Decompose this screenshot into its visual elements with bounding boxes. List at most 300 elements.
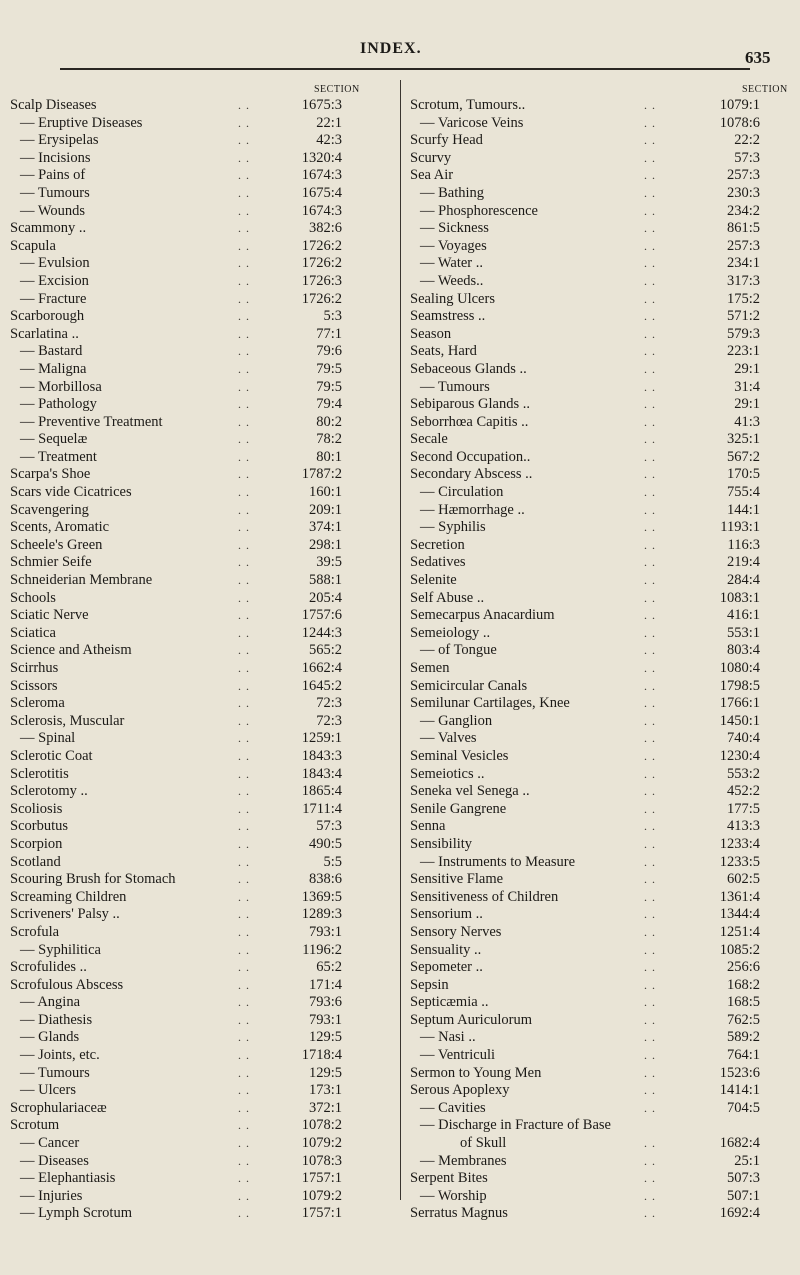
running-title: INDEX.	[360, 40, 422, 57]
leader-dots: ..	[238, 1100, 254, 1115]
index-entry	[0, 836, 400, 854]
entry-section-ref: 1843:4	[301, 765, 342, 782]
leader-dots: ..	[238, 1083, 254, 1098]
entry-term: Seamstress ..	[410, 308, 486, 325]
index-entry	[0, 959, 400, 977]
entry-section-ref: 507:1	[726, 1187, 760, 1204]
entry-section-ref: 1726:2	[301, 255, 342, 272]
entry-section-ref: 1726:2	[301, 237, 342, 254]
leader-dots: ..	[238, 995, 254, 1010]
entry-section-ref: 1766:1	[719, 695, 760, 712]
index-entry	[0, 906, 400, 924]
index-entry	[400, 748, 800, 766]
entry-section-ref: 5:5	[323, 853, 342, 870]
leader-dots: ..	[644, 344, 660, 359]
index-entry	[400, 977, 800, 995]
entry-section-ref: 257:3	[726, 237, 760, 254]
entry-term: Sepsin	[410, 976, 449, 993]
entry-section-ref: 223:1	[726, 343, 760, 360]
leader-dots: ..	[644, 1012, 660, 1027]
leader-dots: ..	[644, 185, 660, 200]
entry-section-ref: 1718:4	[301, 1047, 342, 1064]
entry-term: Scheele's Green	[10, 536, 103, 553]
leader-dots: ..	[644, 238, 660, 253]
entry-section-ref: 177:5	[726, 800, 760, 817]
entry-section-ref: 1757:1	[301, 1205, 342, 1222]
entry-term: — Syphilitica	[20, 941, 101, 958]
index-entry	[400, 115, 800, 133]
index-entry	[400, 220, 800, 238]
index-entry	[0, 379, 400, 397]
entry-term: Scrotum, Tumours..	[410, 97, 526, 113]
leader-dots: ..	[238, 819, 254, 834]
index-entry	[0, 660, 400, 678]
entry-term: — Ganglion	[420, 712, 493, 729]
leader-dots: ..	[644, 678, 660, 693]
entry-term: — Tumours	[20, 1064, 90, 1081]
entry-term: Sensitiveness of Children	[410, 888, 559, 905]
leader-dots: ..	[644, 1171, 660, 1186]
index-entry	[0, 150, 400, 168]
entry-section-ref: 1230:4	[719, 747, 760, 764]
entry-section-ref: 257:3	[726, 167, 760, 184]
entry-section-ref: 553:2	[726, 765, 760, 782]
entry-section-ref: 382:6	[308, 220, 342, 237]
entry-section-ref: 565:2	[308, 642, 342, 659]
index-entry	[400, 1082, 800, 1100]
entry-term: Season	[410, 325, 452, 342]
entry-term: of Skull	[460, 1135, 507, 1152]
entry-term: — Varicose Veins	[420, 114, 524, 131]
index-entry	[0, 220, 400, 238]
leader-dots: ..	[644, 1136, 660, 1151]
index-entry	[400, 1188, 800, 1206]
index-entry	[0, 484, 400, 502]
entry-term: — Joints, etc.	[20, 1047, 100, 1064]
entry-section-ref: 1196:2	[302, 941, 342, 958]
index-entry	[400, 343, 800, 361]
index-entry	[400, 889, 800, 907]
entry-section-ref: 1078:3	[301, 1152, 342, 1169]
leader-dots: ..	[644, 168, 660, 183]
leader-dots: ..	[644, 1153, 660, 1168]
entry-section-ref: 1320:4	[301, 149, 342, 166]
leader-dots: ..	[644, 150, 660, 165]
entry-term: Sermon to Young Men	[410, 1064, 542, 1081]
entry-section-ref: 31:4	[734, 378, 760, 395]
index-entry	[0, 185, 400, 203]
entry-term: Semecarpus Anacardium	[410, 607, 555, 624]
entry-term: — Glands	[20, 1029, 80, 1046]
entry-term: Seminal Vesicles	[410, 747, 509, 764]
entry-term: — Cavities	[420, 1099, 486, 1116]
leader-dots: ..	[644, 748, 660, 763]
index-entry	[400, 783, 800, 801]
entry-section-ref: 80:2	[316, 413, 342, 430]
entry-section-ref: 1083:1	[719, 589, 760, 606]
entry-section-ref: 1369:5	[301, 888, 342, 905]
index-entry	[400, 836, 800, 854]
leader-dots: ..	[644, 573, 660, 588]
leader-dots: ..	[238, 1153, 254, 1168]
entry-term: Scarlatina ..	[10, 325, 79, 342]
index-entry	[0, 783, 400, 801]
leader-dots: ..	[238, 502, 254, 517]
index-entry	[0, 291, 400, 309]
entry-term: Sensory Nerves	[410, 923, 502, 940]
entry-section-ref: 490:5	[308, 835, 342, 852]
entry-term: Scammony ..	[10, 220, 87, 237]
entry-term: — Sickness	[420, 220, 489, 237]
entry-section-ref: 803:4	[726, 642, 760, 659]
entry-term: Serratus Magnus	[410, 1205, 508, 1222]
entry-section-ref: 579:3	[726, 325, 760, 342]
leader-dots: ..	[238, 784, 254, 799]
entry-term: Septicæmia ..	[410, 994, 489, 1011]
leader-dots: ..	[644, 1083, 660, 1098]
entry-section-ref: 160:1	[308, 484, 342, 501]
entry-term: Scoliosis	[10, 800, 63, 817]
index-entry	[0, 203, 400, 221]
leader-dots: ..	[238, 1206, 254, 1221]
entry-section-ref: 1662:4	[301, 660, 342, 676]
entry-term: Second Occupation..	[410, 448, 531, 465]
entry-term: — Pains of	[20, 167, 86, 184]
entry-term: — Spinal	[20, 730, 76, 747]
index-entry	[0, 766, 400, 784]
leader-dots: ..	[644, 625, 660, 640]
entry-section-ref: 79:5	[316, 378, 342, 395]
entry-section-ref: 793:1	[308, 923, 342, 940]
leader-dots: ..	[644, 731, 660, 746]
entry-term: — Bathing	[420, 184, 485, 201]
entry-section-ref: 589:2	[726, 1029, 760, 1046]
leader-dots: ..	[238, 344, 254, 359]
leader-dots: ..	[238, 1136, 254, 1151]
index-entry	[0, 607, 400, 625]
entry-section-ref: 79:5	[316, 360, 342, 377]
entry-term: Seats, Hard	[410, 343, 477, 360]
entry-term: — Fracture	[20, 290, 87, 307]
entry-section-ref: 171:4	[308, 976, 342, 993]
leader-dots: ..	[644, 379, 660, 394]
entry-term: — Discharge in Fracture of Base	[420, 1117, 611, 1134]
index-entry	[400, 924, 800, 942]
leader-dots: ..	[644, 643, 660, 658]
index-entry	[400, 1117, 800, 1135]
entry-section-ref: 129:5	[308, 1064, 342, 1081]
entry-term: — Wounds	[20, 202, 86, 219]
entry-term: Sclerotitis	[10, 765, 69, 782]
entry-term: — Instruments to Measure	[420, 853, 576, 870]
entry-section-ref: 416:1	[726, 607, 760, 624]
index-entry	[400, 1029, 800, 1047]
leader-dots: ..	[644, 872, 660, 887]
entry-section-ref: 755:4	[726, 484, 760, 501]
entry-section-ref: 298:1	[308, 536, 342, 553]
index-entry	[400, 678, 800, 696]
leader-dots: ..	[644, 98, 660, 112]
entry-term: Sclerotic Coat	[10, 747, 93, 764]
entry-term: Secale	[410, 431, 448, 448]
leader-dots: ..	[644, 133, 660, 148]
entry-section-ref: 170:5	[726, 466, 760, 483]
leader-dots: ..	[238, 713, 254, 728]
leader-dots: ..	[238, 133, 254, 148]
leader-dots: ..	[238, 537, 254, 552]
entry-section-ref: 793:1	[308, 1011, 342, 1028]
index-entry	[400, 1065, 800, 1083]
leader-dots: ..	[238, 432, 254, 447]
leader-dots: ..	[238, 309, 254, 324]
leader-dots: ..	[238, 555, 254, 570]
entry-section-ref: 1787:2	[301, 466, 342, 483]
entry-term: — Excision	[20, 272, 89, 289]
entry-section-ref: 1523:6	[719, 1064, 760, 1081]
page-number: 635	[745, 48, 771, 67]
leader-dots: ..	[238, 854, 254, 869]
index-entry	[0, 343, 400, 361]
entry-section-ref: 80:1	[316, 448, 342, 465]
entry-section-ref: 1344:4	[719, 906, 760, 923]
entry-term: — Pathology	[20, 396, 97, 413]
leader-dots: ..	[238, 1065, 254, 1080]
leader-dots: ..	[644, 854, 660, 869]
entry-term: Scrofulides ..	[10, 959, 87, 976]
entry-section-ref: 1674:3	[301, 167, 342, 184]
entry-section-ref: 79:6	[316, 343, 342, 360]
leader-dots: ..	[644, 309, 660, 324]
leader-dots: ..	[644, 115, 660, 130]
leader-dots: ..	[238, 836, 254, 851]
index-entry	[0, 695, 400, 713]
leader-dots: ..	[238, 291, 254, 306]
entry-term: — Ulcers	[20, 1082, 76, 1099]
entry-term: Scars vide Cicatrices	[10, 484, 132, 501]
leader-dots: ..	[238, 115, 254, 130]
leader-dots: ..	[238, 889, 254, 904]
index-entry	[0, 889, 400, 907]
leader-dots: ..	[644, 502, 660, 517]
entry-term: Self Abuse ..	[410, 589, 485, 606]
entry-term: — Weeds..	[420, 272, 484, 289]
entry-section-ref: 1289:3	[301, 906, 342, 923]
entry-term: — Sequelæ	[20, 431, 88, 448]
entry-section-ref: 29:1	[734, 360, 760, 377]
entry-term: Sciatic Nerve	[10, 607, 89, 624]
entry-section-ref: 740:4	[726, 730, 760, 747]
index-entry	[400, 537, 800, 555]
entry-section-ref: 57:3	[316, 818, 342, 835]
index-entry	[0, 1205, 400, 1223]
index-entry	[0, 273, 400, 291]
entry-term: Scotland	[10, 853, 61, 870]
entry-term: — Hæmorrhage ..	[420, 501, 525, 518]
entry-section-ref: 553:1	[726, 624, 760, 641]
entry-term: Scriveners' Palsy ..	[10, 906, 120, 923]
entry-term: — Elephantiasis	[20, 1170, 116, 1187]
index-entry	[400, 695, 800, 713]
entry-term: Scorpion	[10, 835, 63, 852]
entry-term: Scents, Aromatic	[10, 519, 110, 536]
entry-section-ref: 234:1	[726, 255, 760, 272]
index-entry	[0, 238, 400, 256]
leader-dots: ..	[238, 960, 254, 975]
index-entry	[400, 449, 800, 467]
entry-section-ref: 41:3	[734, 413, 760, 430]
leader-dots: ..	[238, 1030, 254, 1045]
index-entry	[400, 326, 800, 344]
index-entry	[400, 730, 800, 748]
entry-section-ref: 1079:2	[301, 1187, 342, 1204]
entry-section-ref: 1361:4	[719, 888, 760, 905]
leader-dots: ..	[644, 977, 660, 992]
leader-dots: ..	[238, 203, 254, 218]
leader-dots: ..	[644, 1188, 660, 1203]
entry-term: Sensorium ..	[410, 906, 483, 923]
leader-dots: ..	[644, 203, 660, 218]
entry-section-ref: 25:1	[734, 1152, 760, 1169]
index-entry	[400, 766, 800, 784]
entry-term: Sclerotomy ..	[10, 783, 88, 800]
entry-section-ref: 1682:4	[719, 1135, 760, 1152]
index-entry	[400, 906, 800, 924]
entry-term: — Syphilis	[420, 519, 486, 536]
header-rule	[60, 68, 750, 70]
entry-section-ref: 764:1	[726, 1047, 760, 1064]
leader-dots: ..	[238, 98, 254, 112]
leader-dots: ..	[644, 889, 660, 904]
entry-term: Scirrhus	[10, 660, 59, 676]
entry-section-ref: 234:2	[726, 202, 760, 219]
entry-section-ref: 22:1	[316, 114, 342, 131]
leader-dots: ..	[238, 942, 254, 957]
index-entry	[400, 959, 800, 977]
index-entry	[0, 519, 400, 537]
entry-term: — Diathesis	[20, 1011, 93, 1028]
index-entry	[0, 924, 400, 942]
leader-dots: ..	[644, 766, 660, 781]
index-entry	[0, 977, 400, 995]
entry-term: Serous Apoplexy	[410, 1082, 510, 1099]
entry-term: Semen	[410, 660, 450, 676]
entry-section-ref: 173:1	[308, 1082, 342, 1099]
entry-section-ref: 413:3	[726, 818, 760, 835]
index-entry	[400, 1153, 800, 1171]
leader-dots: ..	[238, 731, 254, 746]
index-entry	[400, 1170, 800, 1188]
leader-dots: ..	[238, 977, 254, 992]
index-entry	[400, 660, 800, 678]
index-entry	[400, 854, 800, 872]
entry-section-ref: 65:2	[316, 959, 342, 976]
entry-section-ref: 116:3	[727, 536, 760, 553]
index-entry	[400, 1047, 800, 1065]
leader-dots: ..	[238, 168, 254, 183]
index-entry	[0, 1117, 400, 1135]
entry-section-ref: 1726:2	[301, 290, 342, 307]
leader-dots: ..	[238, 766, 254, 781]
entry-section-ref: 374:1	[308, 519, 342, 536]
page-header	[0, 40, 800, 80]
index-entry	[0, 255, 400, 273]
index-entry	[0, 167, 400, 185]
entry-term: — Tumours	[20, 184, 90, 201]
leader-dots: ..	[238, 361, 254, 376]
leader-dots: ..	[238, 748, 254, 763]
index-entry	[400, 1135, 800, 1153]
leader-dots: ..	[644, 397, 660, 412]
index-entry	[400, 379, 800, 397]
entry-term: — Angina	[20, 994, 81, 1011]
entry-term: Scouring Brush for Stomach	[10, 871, 176, 888]
leader-dots: ..	[644, 449, 660, 464]
leader-dots: ..	[644, 819, 660, 834]
entry-section-ref: 762:5	[726, 1011, 760, 1028]
entry-term: Scapula	[10, 237, 56, 254]
index-entry	[400, 1205, 800, 1223]
left-entry-list	[0, 97, 400, 1223]
index-entry	[400, 291, 800, 309]
entry-term: Screaming Children	[10, 888, 127, 905]
entry-term: — Circulation	[420, 484, 504, 501]
index-entry	[0, 642, 400, 660]
entry-term: Sea Air	[410, 167, 454, 184]
entry-term: — Lymph Scrotum	[20, 1205, 132, 1222]
leader-dots: ..	[644, 1048, 660, 1063]
leader-dots: ..	[644, 608, 660, 623]
entry-term: Serpent Bites	[410, 1170, 488, 1187]
entry-term: Semeiotics ..	[410, 765, 485, 782]
index-entry	[0, 1153, 400, 1171]
entry-term: Scurvy	[410, 149, 452, 166]
entry-term: Schools	[10, 589, 56, 606]
entry-term: — Morbillosa	[20, 378, 102, 395]
index-entry	[0, 414, 400, 432]
entry-section-ref: 704:5	[726, 1099, 760, 1116]
entry-term: — Valves	[420, 730, 477, 747]
leader-dots: ..	[238, 643, 254, 658]
index-entry	[400, 572, 800, 590]
leader-dots: ..	[644, 520, 660, 535]
entry-term: Sealing Ulcers	[410, 290, 495, 307]
entry-section-ref: 1078:6	[719, 114, 760, 131]
entry-term: Sensuality ..	[410, 941, 482, 958]
index-entry	[0, 590, 400, 608]
entry-section-ref: 1692:4	[719, 1205, 760, 1222]
entry-section-ref: 168:2	[726, 976, 760, 993]
index-entry	[400, 818, 800, 836]
entry-term: Septum Auriculorum	[410, 1011, 533, 1028]
entry-section-ref: 230:3	[726, 184, 760, 201]
leader-dots: ..	[644, 432, 660, 447]
entry-term: Semeiology ..	[410, 624, 491, 641]
leader-dots: ..	[238, 520, 254, 535]
leader-dots: ..	[644, 467, 660, 482]
leader-dots: ..	[238, 1171, 254, 1186]
entry-term: — Water ..	[420, 255, 483, 272]
entry-section-ref: 29:1	[734, 396, 760, 413]
entry-section-ref: 1865:4	[301, 783, 342, 800]
entry-section-ref: 72:3	[316, 712, 342, 729]
entry-section-ref: 1414:1	[719, 1082, 760, 1099]
entry-term: Selenite	[410, 572, 457, 589]
index-entry	[0, 308, 400, 326]
entry-section-ref: 5:3	[323, 308, 342, 325]
leader-dots: ..	[644, 696, 660, 711]
leader-dots: ..	[644, 555, 660, 570]
entry-term: — Ventriculi	[420, 1047, 496, 1064]
